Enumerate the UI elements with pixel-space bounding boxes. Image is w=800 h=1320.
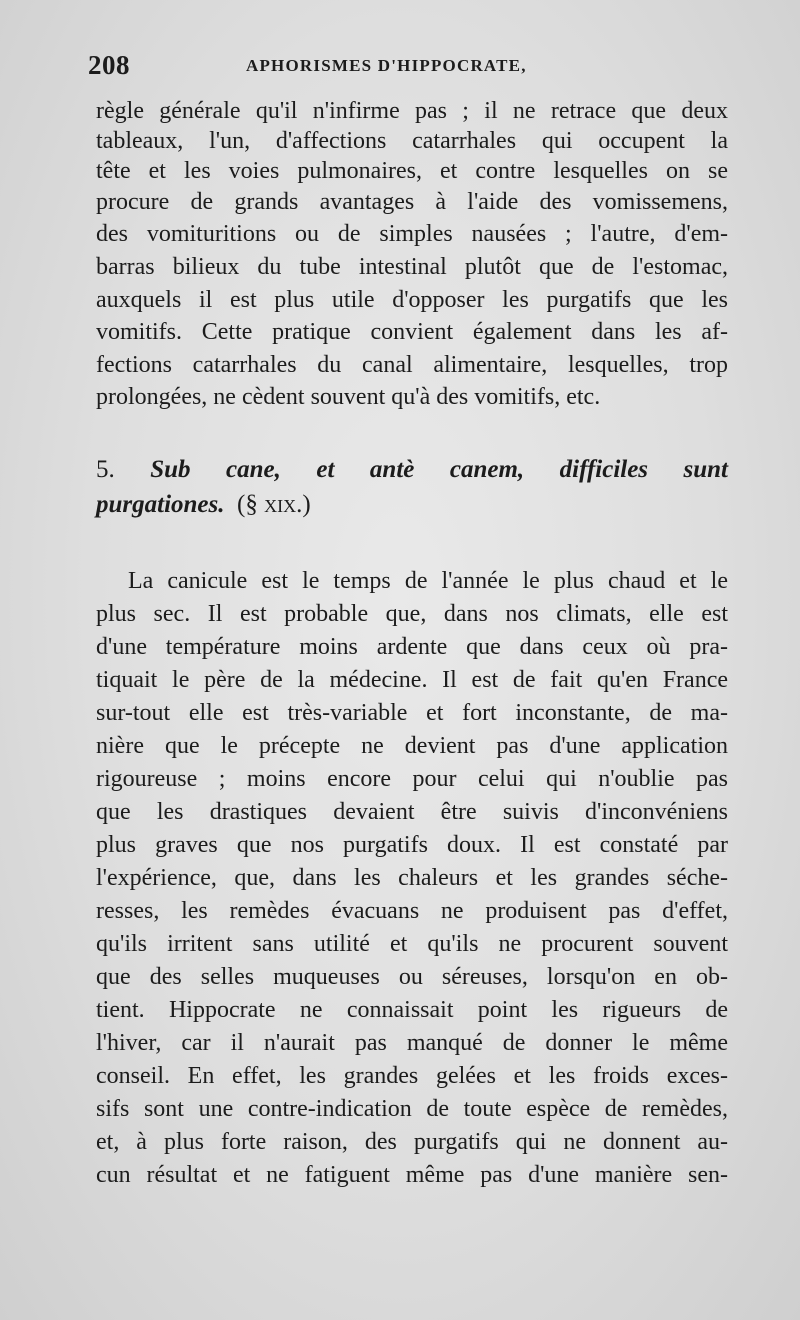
text-line: rigoureuse ; moins encore pour celui qui n'oublie pas [96, 766, 728, 792]
text-line: que les drastiques devaient être suivis d'inconvéniens [96, 799, 728, 825]
text-line: vomitifs. Cette pratique convient également dans les af- [96, 319, 728, 345]
text-line: sifs sont une contre-indication de toute espèce de remèdes, [96, 1096, 728, 1122]
page-number: 208 [88, 50, 130, 80]
text-line: règle générale qu'il n'infirme pas ; il ne retrace que deux [96, 98, 728, 124]
text-line: barras bilieux du tube intestinal plutôt que de l'estomac, [96, 254, 728, 280]
page-header [88, 50, 728, 90]
text-line: prolongées, ne cèdent souvent qu'à des vomitifs, etc. [96, 384, 601, 410]
aphorism-latin-text: purgationes. [96, 491, 225, 518]
aphorism-line-2 [96, 490, 728, 520]
text-line: cun résultat et ne fatiguent même pas d'une manière sen- [96, 1162, 728, 1188]
text-line: que des selles muqueuses ou séreuses, lorsqu'on en ob- [96, 964, 728, 990]
text-line: sur-tout elle est très-variable et fort inconstante, de ma- [96, 700, 728, 726]
text-line: plus sec. Il est probable que, dans nos climats, elle est [96, 601, 728, 627]
reference-open: ( [237, 491, 246, 518]
text-line: et, à plus forte raison, des purgatifs qui ne donnent au- [96, 1129, 728, 1155]
text-line: qu'ils irritent sans utilité et qu'ils ne procurent souvent [96, 931, 728, 957]
aphorism-latin-text: Sub cane, et antè canem, difficiles sunt [150, 456, 729, 483]
text-line: d'une température moins ardente que dans ceux où pra- [96, 634, 728, 660]
text-line: nière que le précepte ne devient pas d'une application [96, 733, 728, 759]
text-line: tiquait le père de la médecine. Il est de fait qu'en France [96, 667, 728, 693]
text-line: auxquels il est plus utile d'opposer les purgatifs que les [96, 287, 728, 313]
text-line: tient. Hippocrate ne connaissait point les rigueurs de [96, 997, 728, 1023]
text-line: des vomituritions ou de simples nausées ; l'autre, d'em- [96, 221, 728, 247]
text-line: procure de grands avantages à l'aide des vomissemens, [96, 189, 728, 215]
aphorism-number: 5. [96, 456, 115, 483]
text-line: plus graves que nos purgatifs doux. Il est constaté par [96, 832, 728, 858]
reference-roman: xix. [264, 491, 303, 518]
running-title: APHORISMES D'HIPPOCRATE, [246, 56, 527, 75]
text-line: l'hiver, car il n'aurait pas manqué de donner le même [96, 1030, 728, 1056]
text-line: La canicule est le temps de l'année le plus chaud et le [128, 568, 728, 594]
text-line: tableaux, l'un, d'affections catarrhales qui occupent la [96, 128, 728, 154]
text-line: l'expérience, que, dans les chaleurs et les grandes séche- [96, 865, 728, 891]
section-reference [231, 491, 311, 518]
text-line: conseil. En effet, les grandes gelées et les froids exces- [96, 1063, 728, 1089]
aphorism-line-1 [96, 455, 728, 485]
text-line: tête et les voies pulmonaires, et contre lesquelles on se [96, 158, 728, 184]
reference-close: ) [302, 491, 311, 518]
text-line: resses, les remèdes évacuans ne produisent pas d'effet, [96, 898, 728, 924]
section-sign: § [245, 491, 258, 518]
text-line: fections catarrhales du canal alimentaire, lesquelles, trop [96, 352, 728, 378]
